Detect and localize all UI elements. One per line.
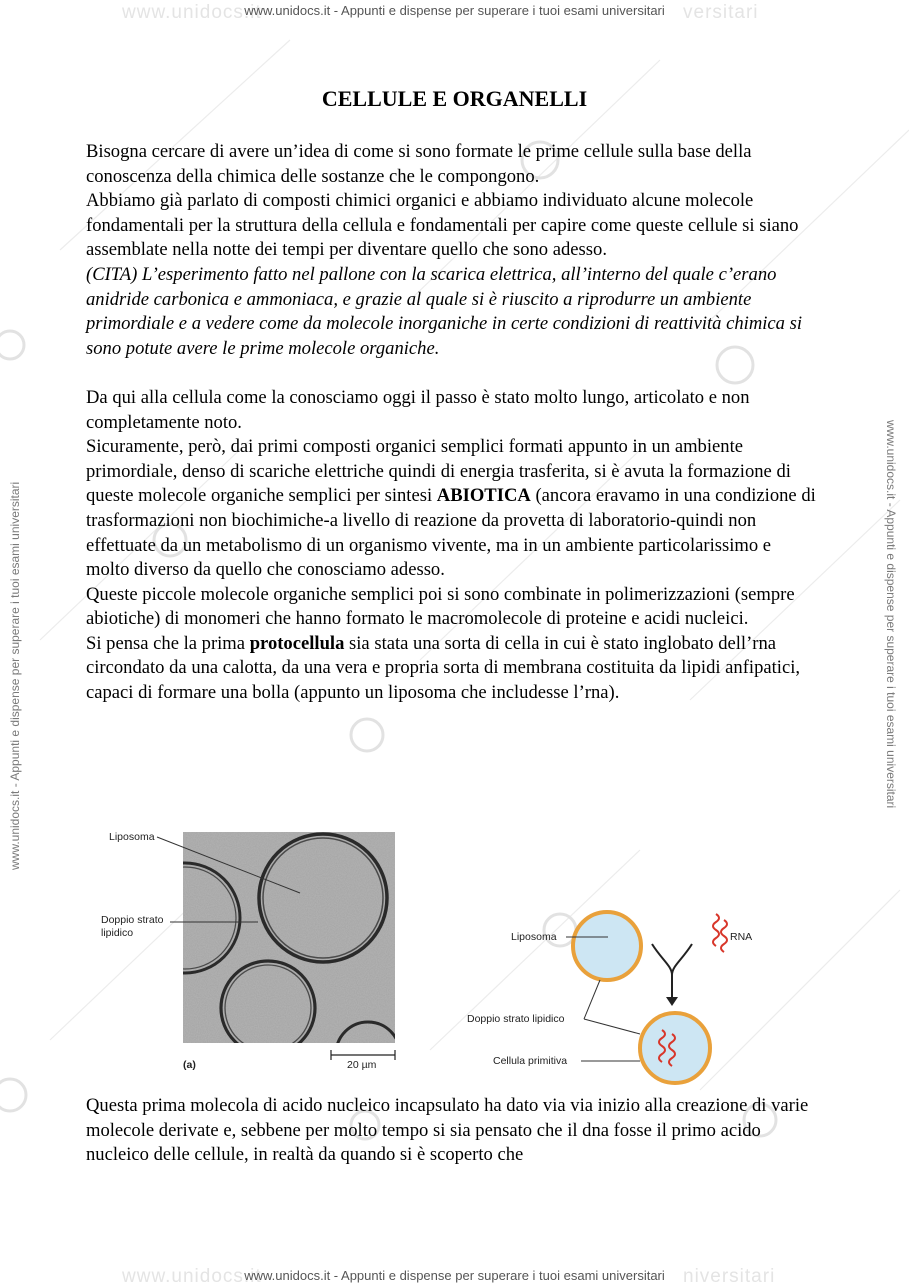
micrograph-image [183,832,395,1043]
liposome-micrograph [183,832,395,1043]
page-title: CELLULE E ORGANELLI [321,86,588,111]
watermark-side-left: www.unidocs.it - Appunti e dispense per superare i tuoi esami universitari [8,481,22,870]
paragraph-2: Abbiamo già parlato di composti chimici organici e abbiamo individuato alcune molecole fondamentali per la struttura della cellula e fondamentali per capire come queste cellule si siano assemblate nella notte dei tempi per diventare quello che sono adesso. [86,190,799,261]
panel-tag: (a) [183,1059,196,1071]
merge-arrow [652,944,692,975]
label-cellula-primitiva: Cellula primitiva [493,1055,568,1067]
watermark-top: www.unidocs.it - Appunti e dispense per superare i tuoi esami universitari [244,3,665,18]
watermark-ghost-top-right: versitari [683,2,759,23]
label-liposoma-right: Liposoma [511,931,557,943]
paragraph-quote [86,263,816,361]
label-rna: RNA [730,931,753,943]
paragraph-5-text-a: Sicuramente, però, dai primi composti organici semplici formati appunto in un ambiente primordiale, denso di scariche elettriche quindi di energia trasferita, si è avuta la formazione di queste molecole organiche semplici per sintesi [86,436,791,507]
watermark-bottom: www.unidocs.it - Appunti e dispense per superare i tuoi esami universitari [244,1268,665,1283]
label-doppio-strato-left-1: Doppio strato [101,914,164,926]
paragraph-7-text-b: sia stata una sorta di cella in cui è stato inglobato dell’rna circondato da una calotta, da una vera e propria sorta di membrana costituita da lipidi anfipatici, capaci di formare una bolla (appunto un liposoma che includesse l’rna). [86,632,801,704]
leader-line-doppio-right [584,1019,640,1034]
paragraph-4: Da qui alla cellula come la conosciamo oggi il passo è stato molto lungo, articolato e non completamente noto. [86,386,750,433]
watermark-ghost-bottom: www.unidocs.it [122,1266,262,1287]
paragraph-1: Bisogna cercare di avere un’idea di come si sono formate le prime cellule sulla base della conoscenza della chimica delle sostanze che le compongono. [86,141,752,187]
paragraph-5-bold: ABIOTICA [436,485,531,507]
watermark-ghost-bottom-right: niversitari [683,1266,776,1287]
label-doppio-strato-right: Doppio strato lipidico [467,1013,565,1025]
paragraph-8: Questa prima molecola di acido nucleico incapsulato ha dato via via inizio alla creazione di varie molecole derivate e, sebbene per molto tempo si sia pensato che il dna fosse il primo acido nucleico delle cellule, in realtà da quando si è scoperto che [86,1095,809,1166]
body-text [86,140,816,706]
label-liposoma-left: Liposoma [109,831,155,843]
rna-inside-cell [659,1030,675,1066]
primitive-cell-circle [640,1013,710,1083]
paragraph-7 [86,632,816,706]
watermark-side-right: www.unidocs.it - Appunti e dispense per superare i tuoi esami universitari [884,420,898,809]
label-doppio-strato-left-2: lipidico [101,927,134,939]
paragraph-7-bold: protocellula [249,632,345,654]
quote-text: (CITA) L’esperimento fatto nel pallone con la scarica elettrica, all’interno del quale c’erano anidride carbonica e ammoniaca, e grazie al quale si è riuscito a riprodurre un ambiente primordiale e a vedere come da molecole inorganiche in certe condizioni di reattività chimica si sono potute avere le prime molecole organiche. [86,263,803,359]
liposome-circle [573,912,641,980]
paragraph-5-text-b: (ancora eravamo in una condizione di trasformazioni non biochimiche-a livello di reazione da provetta di laboratorio-quindi non effettuate da un metabolismo di un organismo vivente, ma in un ambiente particolarissimo e molto diverso da quello che conosciamo adesso. [86,485,816,581]
watermark-ghost-top: www.unidocs.it [122,2,262,23]
scale-bar-label: 20 µm [347,1059,377,1071]
rna-strands [713,914,727,952]
bottom-text [86,1094,816,1168]
paragraph-7-text-a: Si pensa che la prima [86,632,250,654]
paragraph-6: Queste piccole molecole organiche semplici poi si sono combinate in polimerizzazioni (sempre abiotiche) di monomeri che hanno formato le macromolecole di proteine e acidi nucleici. [86,583,795,630]
paragraph-5 [86,435,816,583]
